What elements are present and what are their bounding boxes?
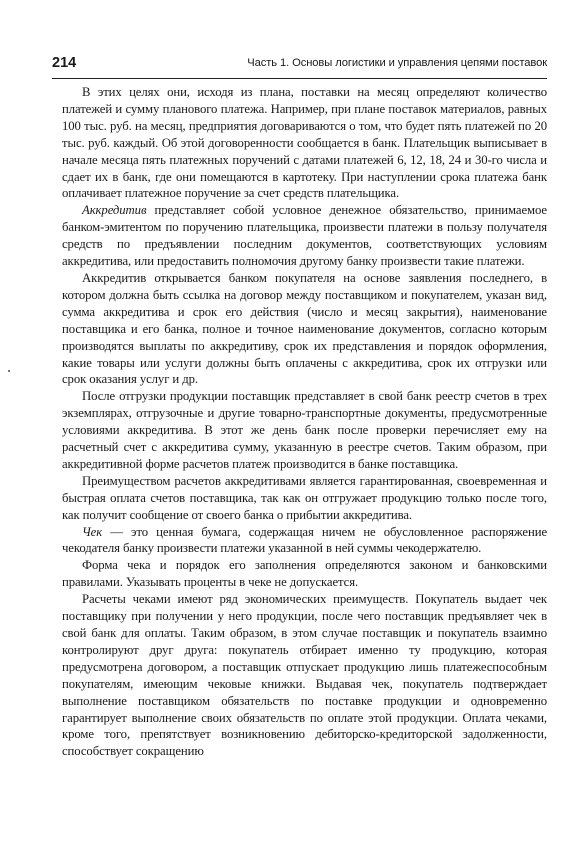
paragraph: В этих целях они, исходя из плана, поставки на месяц определяют количество платежей и сумму планового платежа. Например, при плане поставок материалов, равных 100 тыс. руб. на месяц, предприятия договариваются о том, что будет пять платежей по 20 тыс. руб. каждый. Об этой договоренности сообщается в банк. Плательщик выписывает в начале месяца пять платежных поручений с датами платежей 6, 12, 18, 24 и 30-го числа и сдает их в банк, где они помещаются в картотеку. При наступлении срока платежа банк оплачивает платежное поручение за счет средств плательщика. [62, 85, 547, 201]
paragraph: Аккредитив открывается банком покупателя на основе заявления последнего, в котором должна быть ссылка на договор между поставщиком и покупателем, указан вид, сумма аккредитива и срок его действия (число и месяц закрытия), наименование поставщика и его банка, полное и точное наименование документов, согласно которым производятся выплаты по аккредитиву, срок их представления и порядок оформления, какие товары или услуги должны быть оплачены с аккредитива, срок их отгрузки или срок оказания услуг и др. [62, 270, 547, 387]
paragraph: Форма чека и порядок его заполнения определяются законом и банковскими правилами. Указывать проценты в чеке не допускается. [62, 558, 547, 590]
term-cheque: Чек [82, 524, 103, 539]
paragraph: Чек — это ценная бумага, содержащая ничем не обусловленное распоряжение чекодателя банку произвести платежи указанной в ней суммы чекодержателю. [62, 524, 547, 556]
paragraph: Аккредитив представляет собой условное денежное обязательство, принимаемое банком-эмитентом по поручению плательщика, произвести платежи в пользу получателя средств по предъявлении последним документов, соответствующих условиям аккредитива, или предоставить полномочия другому банку произвести такие платежи. [62, 203, 547, 269]
paragraph: После отгрузки продукции поставщик представляет в свой банк реестр счетов в трех экземплярах, отгрузочные и другие товарно-транспортные документы, предусмотренные условиями аккредитива. В этот же день банк после проверки перечисляет ему на расчетный счет с аккредитива сумму, указанную в реестре счетов. Таким образом, при аккредитивной форме расчетов платеж производится в банке поставщика. [62, 389, 547, 471]
page-number: 214 [52, 55, 77, 71]
paragraph: Преимуществом расчетов аккредитивами является гарантированная, своевременная и быстрая оплата счетов поставщика, так как он отгружает продукцию только после того, как получит сообщение от своего банка о прибытии аккредитива. [62, 473, 547, 522]
running-title: Часть 1. Основы логистики и управления цепями поставок [247, 57, 547, 69]
paragraph: Расчеты чеками имеют ряд экономических преимуществ. Покупатель выдает чек поставщику при получении у него продукции, после чего поставщик предъявляет чек в свой банк для оплаты. Таким образом, в этом случае поставщик и покупатель взаимно контролируют друг друга: покупатель отбирает именно ту продукцию, которая предусмотрена договором, а поставщик отпускает продукцию лишь платежеспособным покупателям, имеющим чековые книжки. Выдавая чек, покупатель подтверждает выполнение поставщиком обязательств по поставке продукции и одновременно гарантирует выполнение своих обязательств по оплате этой продукции. Оплата чеками, кроме того, препятствует возникновению дебиторско-кредиторской задолженности, способствует сокращению [62, 592, 547, 759]
body-text [62, 84, 547, 760]
page-header [52, 52, 547, 79]
term-letter-of-credit: Аккредитив [82, 203, 147, 218]
margin-mark [8, 370, 10, 372]
